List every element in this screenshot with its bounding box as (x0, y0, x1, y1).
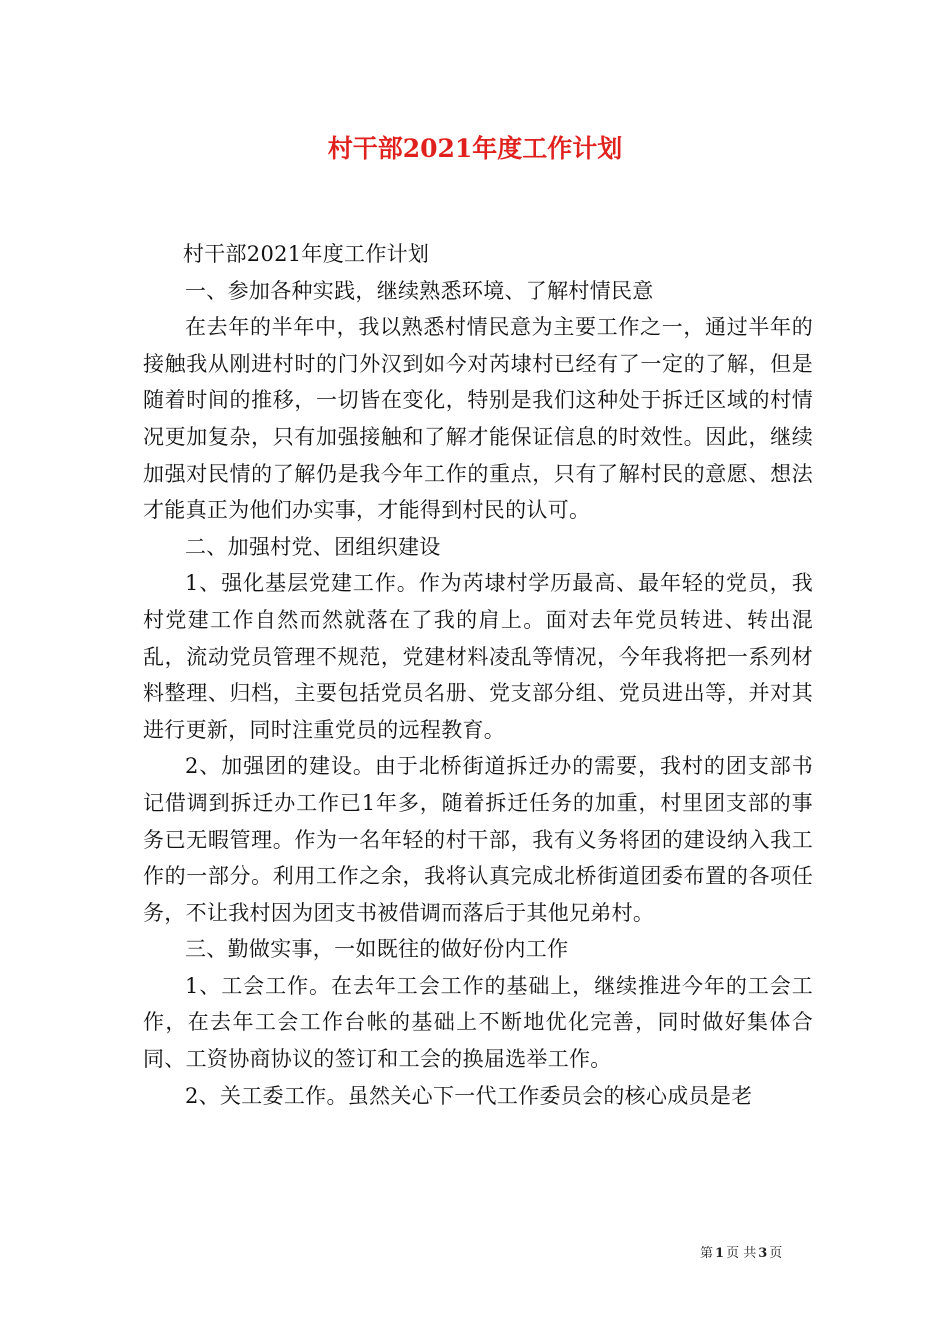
document-body (143, 236, 813, 1114)
current-page-number: 1 (715, 1246, 725, 1261)
paragraph: 2、关工委工作。虽然关心下一代工作委员会的核心成员是老 (185, 1083, 753, 1108)
footer-prefix: 第 (700, 1246, 714, 1261)
section-heading-3: 三、勤做实事，一如既往的做好份内工作 (185, 937, 569, 962)
paragraph: 2、加强团的建设。由于北桥街道拆迁办的需要，我村的团支部书记借调到拆迁办工作已1年多，随着拆迁任务的加重，村里团支部的事务已无暇管理。作为一名年轻的村干部，我有义务将团的建设纳入我工作的一部分。利用工作之余，我将认真完成北桥街道团委布置的各项任务，不让我村因为团支书被借调而落后于其他兄弟村。 (143, 754, 813, 925)
document-subtitle: 村干部2021年度工作计划 (182, 242, 430, 266)
page-footer (700, 1245, 782, 1263)
paragraph: 1、工会工作。在去年工会工作的基础上，继续推进今年的工会工作，在去年工会工作台帐的基础上不断地优化完善，同时做好集体合同、工资协商协议的签订和工会的换届选举工作。 (143, 973, 813, 1072)
footer-suffix: 页 (769, 1246, 783, 1261)
page-title: 村干部2021年度工作计划 (327, 134, 623, 163)
total-pages-number: 3 (758, 1246, 768, 1261)
paragraph: 1、强化基层党建工作。作为芮埭村学历最高、最年轻的党员，我村党建工作自然而然就落在了我的肩上。面对去年党员转进、转出混乱，流动党员管理不规范，党建材料凌乱等情况，今年我将把一系列材料整理、归档，主要包括党员名册、党支部分组、党员进出等，并对其进行更新，同时注重党员的远程教育。 (143, 571, 813, 742)
footer-middle: 页 共 (726, 1246, 757, 1261)
paragraph: 在去年的半年中，我以熟悉村情民意为主要工作之一，通过半年的接触我从刚进村时的门外汉到如今对芮埭村已经有了一定的了解，但是随着时间的推移，一切皆在变化，特别是我们这种处于拆迁区域的村情况更加复杂，只有加强接触和了解才能保证信息的时效性。因此，继续加强对民情的了解仍是我今年工作的重点，只有了解村民的意愿、想法才能真正为他们办实事，才能得到村民的认可。 (143, 315, 813, 523)
section-heading-1: 一、参加各种实践，继续熟悉环境、了解村情民意 (185, 278, 654, 303)
section-heading-2: 二、加强村党、团组织建设 (185, 534, 441, 559)
